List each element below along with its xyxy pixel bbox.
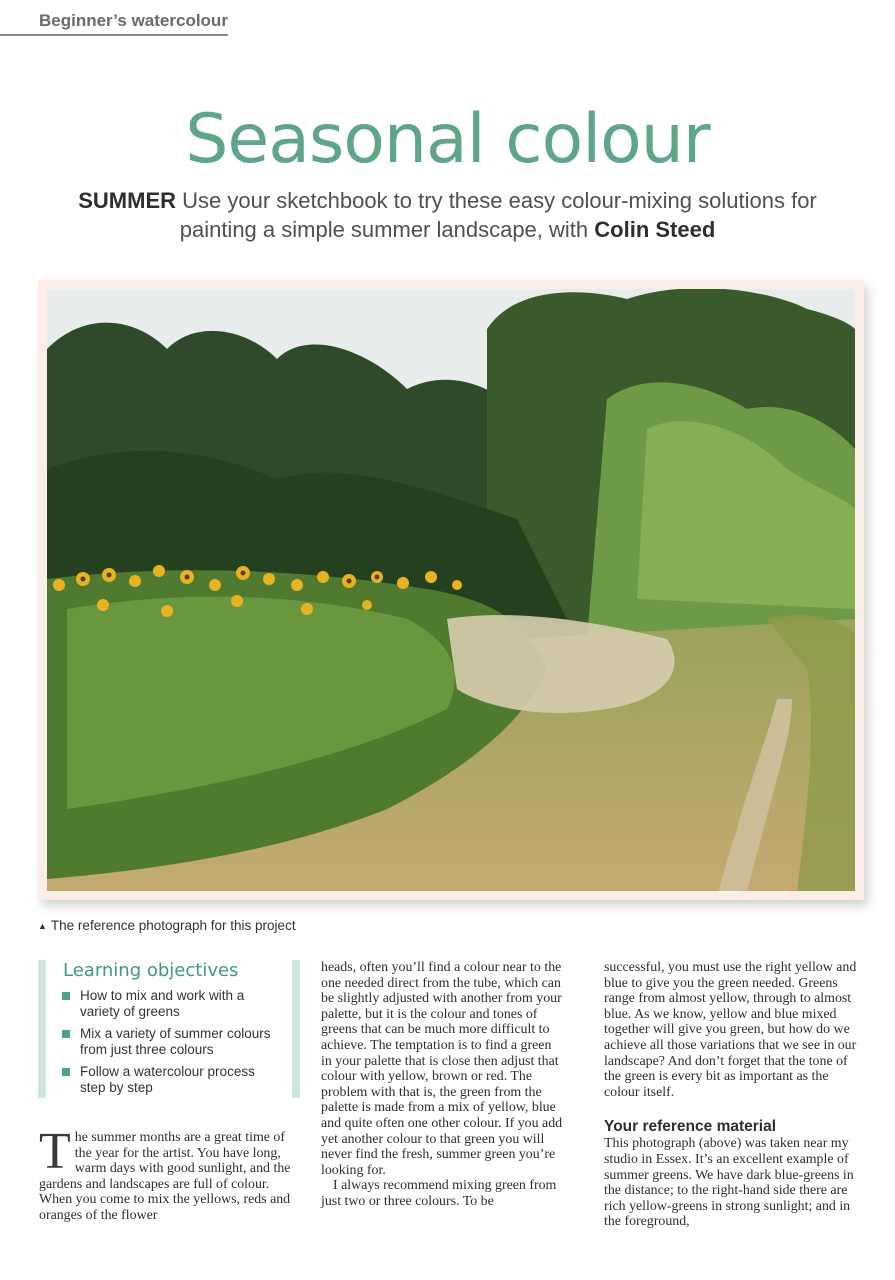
subtitle-text: Use your sketchbook to try these easy colour-mixing solutions for painting a simple summer landscape, with bbox=[179, 188, 817, 242]
section-tag-label: Beginner’s watercolour bbox=[39, 11, 228, 30]
learning-objectives-box bbox=[38, 960, 300, 1098]
body-paragraph: I always recommend mixing green from just two or three colours. To be bbox=[321, 1178, 557, 1209]
reference-photo bbox=[47, 289, 855, 891]
body-paragraph: heads, often you’ll find a colour near to the one needed direct from the tube, which can be slightly adjusted with another from your palette, but it is the colour and tones of greens that can be much more difficult to achieve. The temptation is to find a green in your palette that is close then adjust that colour with yellow, brown or red. The problem with that is, the green from the palette is made from a mix of yellow, blue and quite often one other colour. If you add yet another colour to that green you will never find the fresh, summer green you’re looking for. bbox=[321, 960, 563, 1178]
body-paragraph: successful, you must use the right yellow and blue to give you the green needed. Greens range from almost yellow, through to almost blue. As we know, yellow and blue mixed together will give you green, but how do we achieve all those variations that we see in our landscape? And don’t forget that the tone of the green is every bit as important as the colour itself. bbox=[604, 960, 857, 1100]
subheading-reference-material: Your reference material bbox=[604, 1118, 777, 1136]
square-bullet-icon bbox=[62, 992, 70, 1000]
objective-item: Follow a watercolour process step by step bbox=[62, 1064, 282, 1096]
objectives-list bbox=[62, 988, 282, 1102]
body-column-1 bbox=[39, 1123, 301, 1224]
objectives-heading: Learning objectives bbox=[63, 960, 239, 981]
square-bullet-icon bbox=[62, 1030, 70, 1038]
photo-caption bbox=[38, 918, 296, 933]
subtitle-lead: SUMMER bbox=[78, 188, 177, 213]
caption-triangle-icon: ▲ bbox=[38, 921, 47, 931]
reference-photo-frame bbox=[38, 280, 864, 900]
caption-text: The reference photograph for this project bbox=[50, 918, 296, 933]
objective-item: How to mix and work with a variety of greens bbox=[62, 988, 282, 1020]
article-subtitle bbox=[60, 186, 835, 244]
body-column-3 bbox=[604, 960, 862, 1230]
author-name: Colin Steed bbox=[594, 217, 716, 242]
objective-item: Mix a variety of summer colours from just three colours bbox=[62, 1026, 282, 1058]
body-paragraph: This photograph (above) was taken near my studio in Essex. It’s an excellent example of summer greens. We have dark blue-greens in the distance; to the right-hand side there are rich yellow-greens in strong sunlight; and in the foreground, bbox=[604, 1136, 854, 1230]
section-tag bbox=[0, 6, 228, 36]
square-bullet-icon bbox=[62, 1068, 70, 1076]
drop-cap: T bbox=[39, 1123, 71, 1180]
landscape-illustration bbox=[47, 289, 855, 891]
article-title: Seasonal colour bbox=[185, 100, 710, 179]
body-column-2 bbox=[321, 960, 563, 1210]
intro-paragraph: The summer months are a great time of the year for the artist. You have long, warm days with good sunlight, and the gardens and landscapes are full of colour. When you come to mix the yellows, reds and oranges of the flower bbox=[39, 1123, 291, 1223]
